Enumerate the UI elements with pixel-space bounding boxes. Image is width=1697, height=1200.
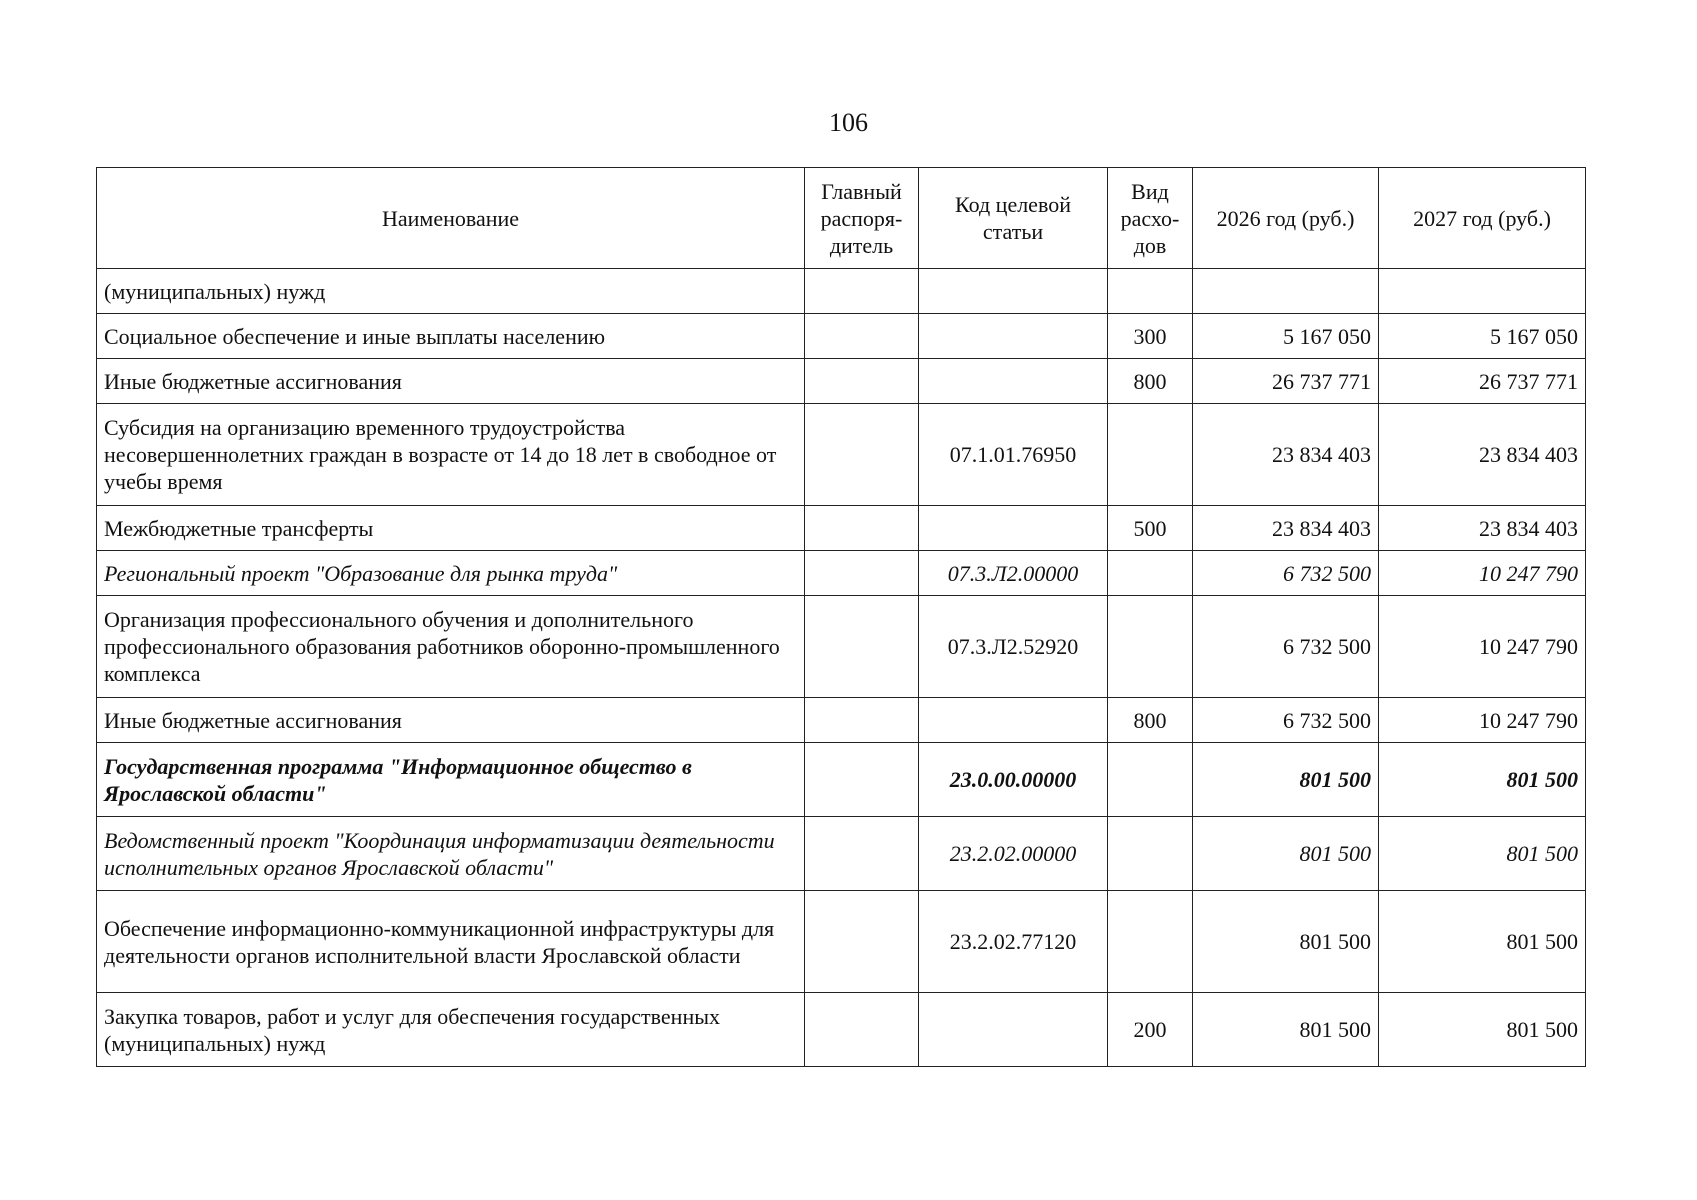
- header-manager: Главный распоря-дитель: [805, 168, 919, 269]
- table-row: [97, 596, 1586, 698]
- cell-kind: [1108, 743, 1193, 817]
- cell-name: Обеспечение информационно-коммуникационной инфраструктуры для деятельности органов исполнительной власти Ярославской области: [97, 891, 805, 993]
- cell-kind: [1108, 596, 1193, 698]
- cell-y2027: 23 834 403: [1379, 404, 1586, 506]
- cell-manager: [805, 891, 919, 993]
- cell-y2027: 10 247 790: [1379, 551, 1586, 596]
- page-number: 106: [829, 108, 868, 137]
- table-row: [97, 269, 1586, 314]
- cell-code: 23.2.02.00000: [919, 817, 1108, 891]
- cell-y2027: 801 500: [1379, 743, 1586, 817]
- cell-y2027: 801 500: [1379, 993, 1586, 1067]
- cell-manager: [805, 269, 919, 314]
- table-row: [97, 506, 1586, 551]
- cell-manager: [805, 596, 919, 698]
- cell-y2026: 6 732 500: [1193, 596, 1379, 698]
- cell-manager: [805, 551, 919, 596]
- cell-manager: [805, 743, 919, 817]
- cell-kind: [1108, 404, 1193, 506]
- cell-y2026: 6 732 500: [1193, 551, 1379, 596]
- table-row: [97, 993, 1586, 1067]
- cell-code: 07.1.01.76950: [919, 404, 1108, 506]
- cell-name: Иные бюджетные ассигнования: [97, 359, 805, 404]
- header-2027: 2027 год (руб.): [1379, 168, 1586, 269]
- cell-manager: [805, 314, 919, 359]
- cell-manager: [805, 698, 919, 743]
- cell-name: Межбюджетные трансферты: [97, 506, 805, 551]
- table-row: [97, 817, 1586, 891]
- cell-code: [919, 993, 1108, 1067]
- cell-kind: [1108, 891, 1193, 993]
- cell-code: [919, 269, 1108, 314]
- cell-name: (муниципальных) нужд: [97, 269, 805, 314]
- cell-name: Региональный проект "Образование для рынка труда": [97, 551, 805, 596]
- cell-y2026: 23 834 403: [1193, 404, 1379, 506]
- cell-kind: 500: [1108, 506, 1193, 551]
- cell-code: 07.3.Л2.00000: [919, 551, 1108, 596]
- cell-y2026: 6 732 500: [1193, 698, 1379, 743]
- cell-code: 07.3.Л2.52920: [919, 596, 1108, 698]
- cell-y2026: 23 834 403: [1193, 506, 1379, 551]
- table-header-row: [97, 168, 1586, 269]
- cell-y2026: 801 500: [1193, 817, 1379, 891]
- cell-code: 23.2.02.77120: [919, 891, 1108, 993]
- cell-y2027: 801 500: [1379, 817, 1586, 891]
- cell-name: Ведомственный проект "Координация информатизации деятельности исполнительных органов Ярославской области": [97, 817, 805, 891]
- cell-code: [919, 698, 1108, 743]
- cell-manager: [805, 359, 919, 404]
- cell-code: [919, 359, 1108, 404]
- table-row: [97, 314, 1586, 359]
- cell-manager: [805, 404, 919, 506]
- header-code: Код целевой статьи: [919, 168, 1108, 269]
- cell-y2026: 801 500: [1193, 743, 1379, 817]
- cell-y2026: 801 500: [1193, 891, 1379, 993]
- cell-kind: 800: [1108, 698, 1193, 743]
- cell-kind: 300: [1108, 314, 1193, 359]
- cell-y2027: 5 167 050: [1379, 314, 1586, 359]
- cell-name: Закупка товаров, работ и услуг для обеспечения государственных (муниципальных) нужд: [97, 993, 805, 1067]
- cell-kind: [1108, 269, 1193, 314]
- cell-y2027: 23 834 403: [1379, 506, 1586, 551]
- cell-y2027: [1379, 269, 1586, 314]
- table-row: [97, 743, 1586, 817]
- cell-code: [919, 506, 1108, 551]
- cell-y2027: 10 247 790: [1379, 698, 1586, 743]
- cell-kind: [1108, 551, 1193, 596]
- cell-name: Субсидия на организацию временного трудоустройства несовершеннолетних граждан в возрасте от 14 до 18 лет в свободное от учебы время: [97, 404, 805, 506]
- cell-name: Государственная программа "Информационное общество в Ярославской области": [97, 743, 805, 817]
- cell-y2027: 801 500: [1379, 891, 1586, 993]
- table-row: [97, 551, 1586, 596]
- cell-y2026: 801 500: [1193, 993, 1379, 1067]
- budget-table: [96, 167, 1586, 1067]
- cell-kind: 200: [1108, 993, 1193, 1067]
- table-row: [97, 404, 1586, 506]
- table-row: [97, 891, 1586, 993]
- cell-y2027: 26 737 771: [1379, 359, 1586, 404]
- cell-name: Социальное обеспечение и иные выплаты населению: [97, 314, 805, 359]
- header-name: Наименование: [97, 168, 805, 269]
- cell-manager: [805, 817, 919, 891]
- cell-manager: [805, 506, 919, 551]
- cell-y2026: 26 737 771: [1193, 359, 1379, 404]
- table-row: [97, 359, 1586, 404]
- cell-name: Организация профессионального обучения и дополнительного профессионального образования работников оборонно-промышленного комплекса: [97, 596, 805, 698]
- cell-manager: [805, 993, 919, 1067]
- cell-y2026: 5 167 050: [1193, 314, 1379, 359]
- cell-name: Иные бюджетные ассигнования: [97, 698, 805, 743]
- cell-code: 23.0.00.00000: [919, 743, 1108, 817]
- cell-code: [919, 314, 1108, 359]
- cell-kind: [1108, 817, 1193, 891]
- header-2026: 2026 год (руб.): [1193, 168, 1379, 269]
- cell-y2026: [1193, 269, 1379, 314]
- header-kind: Вид расхо-дов: [1108, 168, 1193, 269]
- table-row: [97, 698, 1586, 743]
- cell-kind: 800: [1108, 359, 1193, 404]
- cell-y2027: 10 247 790: [1379, 596, 1586, 698]
